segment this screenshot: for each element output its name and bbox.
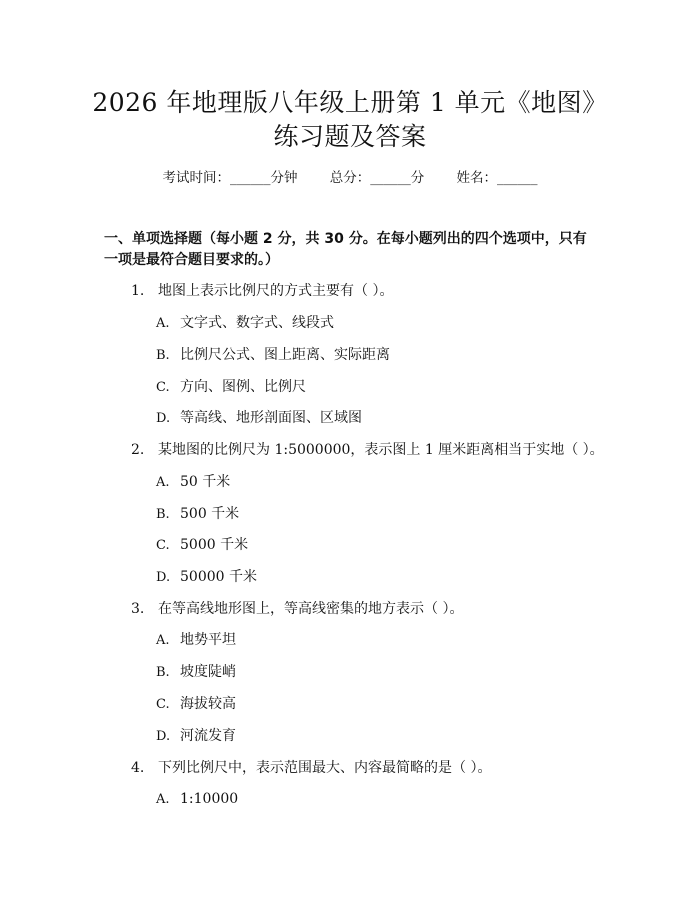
option-text: 河流发育	[180, 728, 236, 744]
document-title-line1: 2026 年地理版八年级上册第 1 单元《地图》	[92, 88, 608, 117]
option-3c	[156, 694, 236, 715]
option-letter: C.	[156, 538, 170, 553]
document-title-line2: 练习题及答案	[273, 122, 427, 151]
option-3b	[156, 662, 236, 683]
option-1a	[156, 313, 334, 334]
option-letter: A.	[156, 792, 170, 807]
total-score-field: 总分：______分	[329, 170, 425, 186]
option-letter: A.	[156, 633, 170, 648]
option-letter: D.	[156, 570, 171, 585]
question-number: 1.	[131, 283, 145, 299]
exam-time-field: 考试时间：______分钟	[162, 170, 298, 186]
option-4a	[156, 789, 238, 810]
option-2d	[156, 567, 257, 588]
option-text: 地势平坦	[180, 632, 236, 648]
question-4	[131, 758, 491, 778]
option-letter: C.	[156, 697, 170, 712]
question-number: 4.	[131, 760, 145, 776]
question-text: 下列比例尺中，表示范围最大、内容最简略的是（ ）。	[158, 760, 492, 776]
option-text: 500 千米	[180, 506, 240, 522]
student-name-field: 姓名：______	[456, 170, 538, 186]
question-3	[131, 599, 463, 619]
option-text: 方向、图例、比例尺	[180, 379, 306, 395]
option-2b	[156, 504, 239, 525]
option-letter: A.	[156, 475, 170, 490]
option-letter: D.	[156, 729, 171, 744]
option-1c	[156, 377, 306, 398]
option-letter: B.	[156, 665, 170, 680]
option-text: 比例尺公式、图上距离、实际距离	[180, 347, 390, 363]
option-2c	[156, 535, 248, 556]
option-letter: B.	[156, 507, 170, 522]
option-3a	[156, 630, 236, 651]
option-1b	[156, 345, 390, 366]
option-3d	[156, 726, 236, 747]
option-text: 1:10000	[180, 791, 239, 807]
option-letter: D.	[156, 411, 171, 426]
option-text: 等高线、地形剖面图、区域图	[180, 410, 362, 426]
option-text: 文字式、数字式、线段式	[180, 315, 334, 331]
option-text: 坡度陡峭	[180, 664, 236, 680]
question-text: 地图上表示比例尺的方式主要有（ ）。	[158, 283, 394, 299]
option-text: 50000 千米	[180, 569, 257, 585]
option-letter: B.	[156, 348, 170, 363]
section-heading: 一、单项选择题（每小题 2 分，共 30 分。在每小题列出的四个选项中，只有一项是最符合题目要求的。）	[104, 231, 587, 268]
exam-meta-row	[0, 168, 700, 188]
question-2	[131, 440, 604, 460]
question-1	[131, 281, 393, 301]
question-text: 在等高线地形图上，等高线密集的地方表示（ ）。	[158, 601, 464, 617]
question-text: 某地图的比例尺为 1:5000000，表示图上 1 厘米距离相当于实地（ ）。	[158, 442, 604, 458]
question-number: 2.	[131, 442, 145, 458]
option-text: 海拔较高	[180, 696, 236, 712]
option-letter: C.	[156, 380, 170, 395]
option-1d	[156, 408, 362, 429]
option-text: 50 千米	[180, 474, 231, 490]
option-2a	[156, 472, 230, 493]
option-text: 5000 千米	[180, 537, 249, 553]
question-number: 3.	[131, 601, 145, 617]
option-letter: A.	[156, 316, 170, 331]
